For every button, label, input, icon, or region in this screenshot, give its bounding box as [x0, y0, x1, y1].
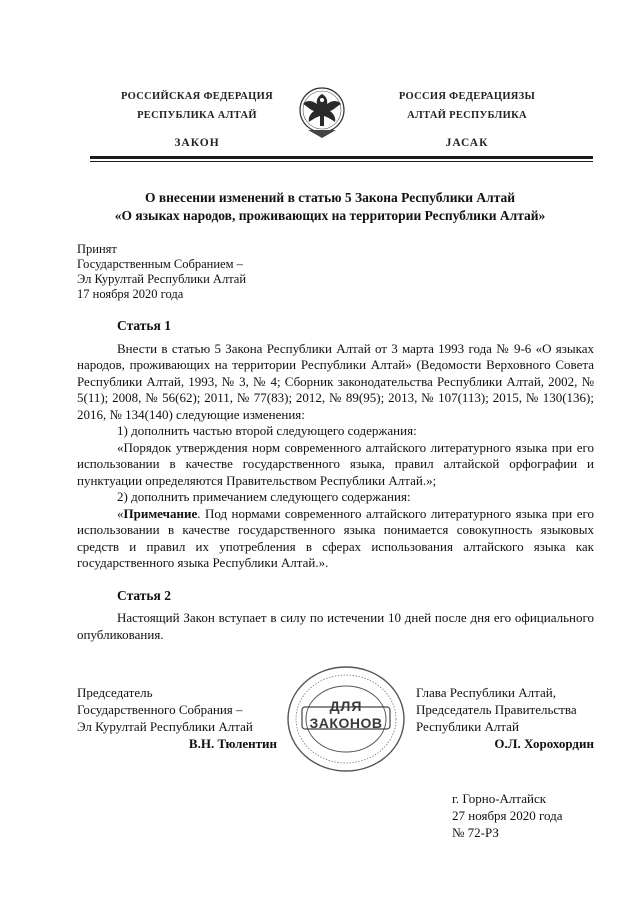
note-text: . Под нормами современного алтайского литературного языка при его использовании в качестве государственного языка понимается совокупность языковых средств и правил их употребления в сферах использования алтайского языка как государственного языка Республики Алтай.». — [77, 505, 594, 570]
article-2-text: Настоящий Закон вступает в силу по истечении 10 дней после дня его официального опубликования. — [77, 610, 594, 642]
article-1-heading: Статья 1 — [117, 318, 171, 333]
head-title-2: Председатель Правительства — [416, 702, 577, 717]
chairman-title-2: Государственного Собрания – — [77, 702, 243, 717]
chairman-name: В.Н. Тюлентин — [188, 736, 277, 751]
header-country-ru: РОССИЙСКАЯ ФЕДЕРАЦИЯ — [121, 91, 273, 102]
head-title-1: Глава Республики Алтай, — [416, 685, 556, 700]
acceptance-block — [77, 242, 337, 302]
document-body — [77, 318, 594, 643]
header-right — [352, 90, 582, 156]
place-date-block — [452, 790, 602, 841]
article-1-intro: Внести в статью 5 Закона Республики Алтай от 3 марта 1993 года № 9-6 «О языках народов, проживающих на территории Республики Алтай» (Ведомости Верховного Совета Республики Алтай, 1993, № 3, № 4; Сборник законодательства Республики Алтай, 2002, № 5(11); 2008, № 56(62); 2011, № 77(83); 2012, № 89(95); 2013, № 107(113); 2015, № 130(136); 2016, № 134(140) следующие изменения: — [77, 340, 594, 422]
header-country-alt: РОССИЯ ФЕДЕРАЦИЯЗЫ — [398, 91, 536, 102]
chairman-title-3: Эл Курултай Республики Алтай — [77, 719, 253, 734]
header-divider-thin — [90, 161, 593, 162]
article-1-item-1: 1) дополнить частью второй следующего содержания: — [117, 423, 417, 438]
accepted-by: Государственным Собранием – — [77, 257, 243, 271]
header-left — [82, 90, 312, 156]
signature-head — [416, 684, 594, 752]
stamp-label — [284, 664, 408, 774]
signature-chairman — [77, 684, 277, 752]
place-date: 27 ноября 2020 года — [452, 808, 563, 823]
accepted-body: Эл Курултай Республики Алтай — [77, 272, 247, 286]
header-law-alt: JАСАК — [445, 137, 489, 149]
stamp-line-1: ДЛЯ — [329, 698, 363, 714]
article-1-item-2: 2) дополнить примечанием следующего содержания: — [117, 489, 411, 504]
head-name: О.Л. Хорохордин — [494, 736, 594, 751]
article-1-note — [77, 506, 594, 572]
document-title — [70, 189, 590, 225]
note-label: Примечание — [123, 505, 198, 521]
header-divider-thick — [90, 156, 593, 159]
note-open-quote: « — [117, 505, 124, 521]
header-republic-alt: АЛТАЙ РЕСПУБЛИКА — [407, 110, 527, 121]
head-title-3: Республики Алтай — [416, 719, 519, 734]
place-city: г. Горно-Алтайск — [452, 791, 547, 806]
title-line-2: «О языках народов, проживающих на территории Республики Алтай» — [114, 208, 546, 223]
stamp-line-2: ЗАКОНОВ — [309, 715, 383, 731]
article-1-quote-1: «Порядок утверждения норм современного алтайского литературного языка при его использовании в качестве государственного языка, правил алтайской орфографии и пунктуации определяются Правительством Республики Алтай.»; — [77, 439, 594, 488]
header-republic-ru: РЕСПУБЛИКА АЛТАЙ — [137, 110, 257, 121]
accepted-label: Принят — [77, 242, 117, 256]
chairman-title-1: Председатель — [77, 685, 153, 700]
header-law-ru: ЗАКОН — [174, 137, 220, 149]
coat-of-arms-icon — [296, 80, 348, 142]
article-2-heading: Статья 2 — [117, 587, 171, 603]
law-number: № 72-РЗ — [452, 825, 499, 840]
title-line-1: О внесении изменений в статью 5 Закона Республики Алтай — [144, 190, 516, 205]
accepted-date: 17 ноября 2020 года — [77, 287, 184, 301]
